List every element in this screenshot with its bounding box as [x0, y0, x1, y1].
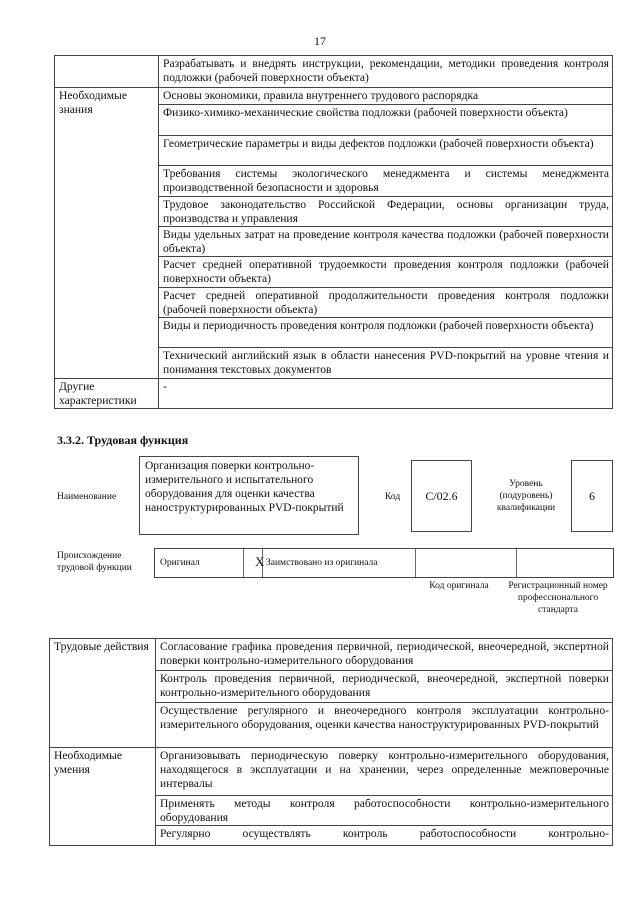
row-label-knowledge: Необходимые знания — [55, 88, 159, 379]
code-caption: Код оригинала — [429, 581, 489, 591]
reg-caption: Регистрационный номер профессионального стандарта — [508, 581, 608, 615]
borrowed-label: Заимствовано из оригинала — [266, 558, 378, 568]
original-label: Оригинал — [160, 558, 200, 568]
table-cell: Виды удельных затрат на проведение контроля качества подложки (рабочей поверхности объекта) — [159, 227, 613, 257]
table-cell: - — [159, 379, 613, 409]
row-label-other: Другие характеристики — [55, 379, 159, 409]
function-name: Организация поверки контрольно-измерительного и испытательного оборудования для оценки качества наноструктурированных PVD-покрытий — [145, 460, 344, 514]
table-row — [55, 56, 613, 88]
code-box — [411, 460, 472, 532]
table-cell: Применять методы контроля работоспособности контрольно-измерительного оборудования — [156, 796, 613, 826]
table-row — [55, 88, 613, 105]
level-box — [571, 460, 613, 532]
table-row — [50, 639, 613, 671]
actions-table — [49, 638, 613, 846]
table-row — [55, 379, 613, 409]
table-cell: Согласование графика проведения первичной, периодической, внеочередной, экспертной поверки контрольно-измерительного оборудования — [156, 639, 613, 671]
name-label: Наименование — [57, 492, 117, 502]
table-cell: Требования системы экологического менеджмента и системы менеджмента производственной безопасности и здоровья — [159, 166, 613, 197]
table-cell: Расчет средней оперативной продолжительности проведения контроля подложки (рабочей поверхности объекта) — [159, 288, 613, 318]
knowledge-table — [54, 55, 613, 409]
origin-label: Происхождение трудовой функции — [57, 551, 132, 573]
table-cell: Расчет средней оперативной трудоемкости проведения контроля подложки (рабочей поверхности объекта) — [159, 257, 613, 288]
table-cell: Технический английский язык в области нанесения PVD-покрытий на уровне чтения и понимания текстовых документов — [159, 348, 613, 379]
row-label — [55, 56, 159, 88]
code-value: C/02.6 — [425, 488, 458, 503]
table-cell: Физико-химико-механические свойства подложки (рабочей поверхности объекта) — [159, 105, 613, 136]
divider — [415, 549, 416, 577]
function-name-box — [139, 456, 359, 535]
table-cell: Осуществление регулярного и внеочередного контроля эксплуатации контрольно-измерительного оборудования, оценки качества наноструктурированных PVD-покрытий — [156, 703, 613, 748]
level-value: 6 — [589, 488, 595, 503]
section-heading: 3.3.2. Трудовая функция — [57, 433, 189, 447]
table-cell: Контроль проведения первичной, периодической, внеочередной, экспертной поверки контрольно-измерительного оборудования — [156, 671, 613, 703]
divider — [243, 549, 244, 577]
level-label: Уровень (подуровень) квалификации — [496, 479, 556, 513]
table-cell: Трудовое законодательство Российской Федерации, основы организации труда, производства и управления — [159, 197, 613, 227]
table-cell: Регулярно осуществлять контроль работоспособности контрольно- — [156, 826, 613, 846]
original-mark: X — [255, 554, 265, 569]
table-cell: Геометрические параметры и виды дефектов подложки (рабочей поверхности объекта) — [159, 136, 613, 166]
code-label: Код — [385, 492, 401, 502]
row-label-skills: Необходимые умения — [50, 748, 156, 846]
row-label-actions: Трудовые действия — [50, 639, 156, 748]
table-cell: Виды и периодичность проведения контроля подложки (рабочей поверхности объекта) — [159, 318, 613, 348]
origin-row — [154, 548, 614, 578]
divider — [516, 549, 517, 577]
table-cell: Разрабатывать и внедрять инструкции, рекомендации, методики проведения контроля подложки (рабочей поверхности объекта) — [159, 56, 613, 88]
table-row — [50, 748, 613, 796]
page-number: 17 — [314, 34, 326, 48]
table-cell: Основы экономики, правила внутреннего трудового распорядка — [159, 88, 613, 105]
table-cell: Организовывать периодическую поверку контрольно-измерительного оборудования, находящегося в эксплуатации и на хранении, через определенные межповерочные интервалы — [156, 748, 613, 796]
